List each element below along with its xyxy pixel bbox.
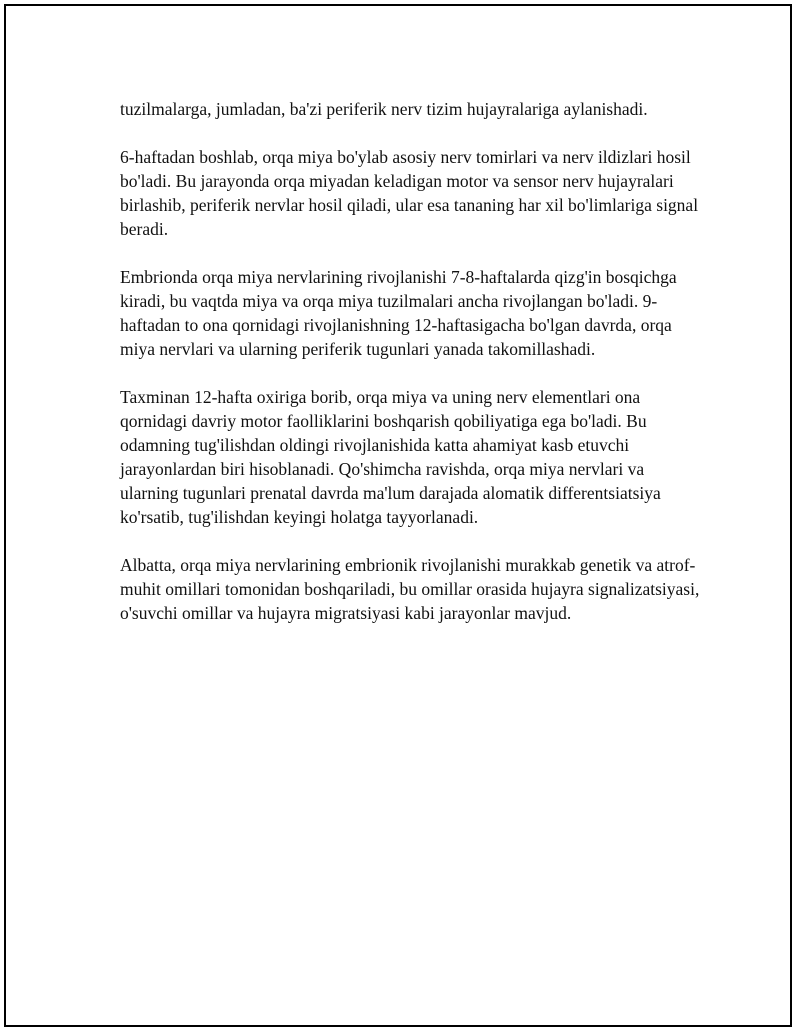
paragraph-5: Albatta, orqa miya nervlarining embrionik rivojlanishi murakkab genetik va atrof-muhit omillari tomonidan boshqariladi, bu omillar orasida hujayra signalizatsiyasi, o'suvchi omillar va hujayra migratsiyasi kabi jarayonlar mavjud.	[120, 555, 700, 623]
paragraph-2: 6-haftadan boshlab, orqa miya bo'ylab asosiy nerv tomirlari va nerv ildizlari hosil bo'ladi. Bu jarayonda orqa miyadan keladigan motor va sensor nerv hujayralari birlashib, periferik nervlar hosil qiladi, ular esa tananing har xil bo'limlariga signal beradi.	[120, 147, 699, 239]
paragraph-3: Embrionda orqa miya nervlarining rivojlanishi 7-8-haftalarda qizg'in bosqichga kiradi, bu vaqtda miya va orqa miya tuzilmalari ancha rivojlangan bo'ladi. 9-haftadan to ona qornidagi rivojlanishning 12-haftasigacha bo'lgan davrda, orqa miya nervlari va ularning periferik tugunlari yanada takomillashadi.	[120, 267, 677, 359]
paragraph-4: Taxminan 12-hafta oxiriga borib, orqa miya va uning nerv elementlari ona qornidagi davriy motor faolliklarini boshqarish qobiliyatiga ega bo'ladi. Bu odamning tug'ilishdan oldingi rivojlanishida katta ahamiyat kasb etuvchi jarayonlardan biri hisoblanadi. Qo'shimcha ravishda, orqa miya nervlari va ularning tugunlari prenatal davrda ma'lum darajada alomatik differentsiatsiya ko'rsatib, tug'ilishdan keyingi holatga tayyorlanadi.	[120, 387, 661, 527]
paragraph-1: tuzilmalarga, jumladan, ba'zi periferik nerv tizim hujayralariga aylanishadi.	[120, 99, 648, 119]
document-page	[4, 4, 792, 1027]
document-body	[120, 97, 700, 649]
